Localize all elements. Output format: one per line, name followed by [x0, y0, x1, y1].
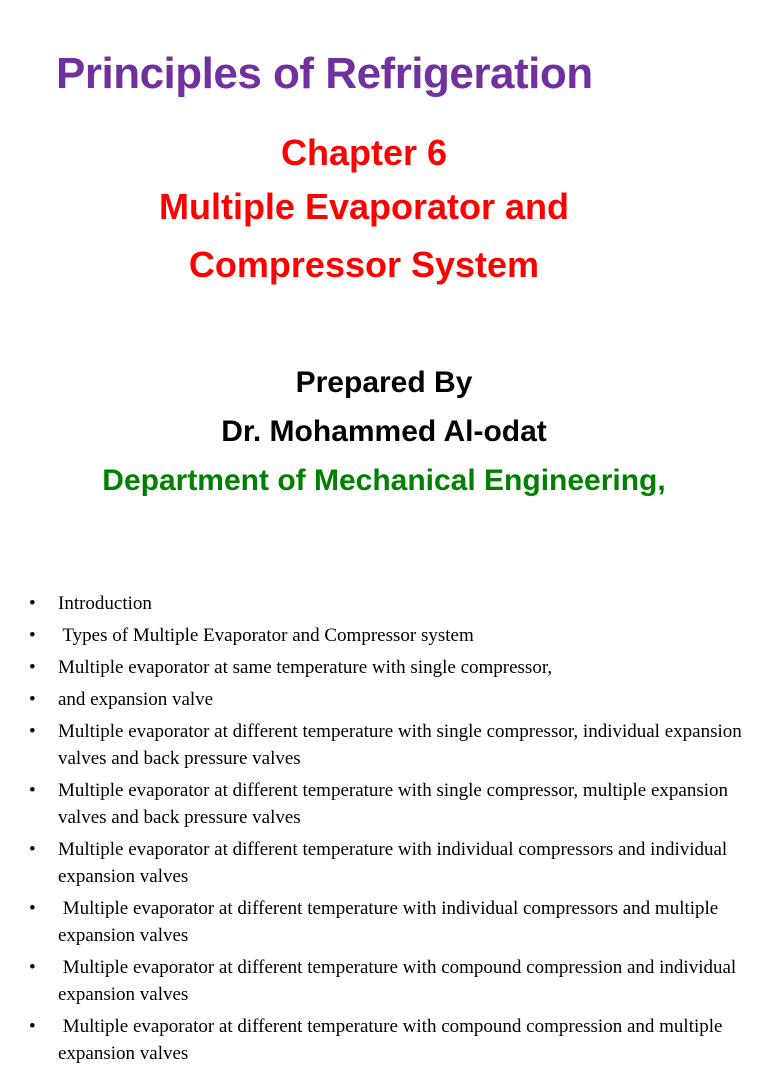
list-item-text: Multiple evaporator at different temperature with individual compressors and multiple expansion valves: [58, 898, 723, 946]
department-name: Department of Mechanical Engineering,: [102, 464, 666, 497]
bullet-icon: •: [29, 657, 36, 678]
bullet-icon: •: [29, 898, 36, 919]
list-item: [0, 954, 768, 1008]
bullet-icon: •: [29, 721, 36, 742]
list-item: [0, 895, 768, 949]
list-item: [0, 718, 768, 772]
bullet-icon: •: [29, 839, 36, 860]
list-item-text: Multiple evaporator at same temperature with single compressor,: [58, 657, 553, 678]
list-item: [0, 654, 768, 681]
chapter-heading: Chapter 6: [280, 132, 448, 173]
list-item: [0, 622, 768, 649]
author-name: Dr. Mohammed Al-odat: [221, 415, 547, 448]
bullet-icon: •: [29, 625, 36, 646]
page-title: Principles of Refrigeration: [56, 49, 593, 98]
bullet-icon: •: [29, 1016, 36, 1037]
list-item-text: Multiple evaporator at different temperature with compound compression and individual expansion valves: [58, 957, 741, 1005]
list-item-text: Introduction: [58, 593, 152, 614]
chapter-subtitle-line-2: Compressor System: [188, 244, 540, 285]
chapter-outline-list: [0, 590, 768, 1072]
bullet-icon: •: [29, 780, 36, 801]
list-item: [0, 777, 768, 831]
bullet-icon: •: [29, 689, 36, 710]
list-item-text: and expansion valve: [58, 689, 214, 710]
list-item: [0, 590, 768, 617]
bullet-icon: •: [29, 593, 36, 614]
list-item-text: Multiple evaporator at different temperature with compound compression and multiple expansion valves: [58, 1016, 728, 1064]
list-item: [0, 686, 768, 713]
prepared-by-label: Prepared By: [295, 366, 473, 399]
list-item-text: Types of Multiple Evaporator and Compressor system: [58, 625, 474, 646]
chapter-subtitle-line-1: Multiple Evaporator and: [158, 186, 570, 227]
list-item-text: Multiple evaporator at different temperature with single compressor, multiple expansion valves and back pressure valves: [58, 780, 729, 828]
bullet-icon: •: [29, 957, 36, 978]
list-item: [0, 836, 768, 890]
list-item-text: Multiple evaporator at different temperature with single compressor, individual expansion valves and back pressure valves: [58, 721, 742, 769]
list-item-text: Multiple evaporator at different temperature with individual compressors and individual expansion valves: [58, 839, 728, 887]
list-item: [0, 1013, 768, 1067]
